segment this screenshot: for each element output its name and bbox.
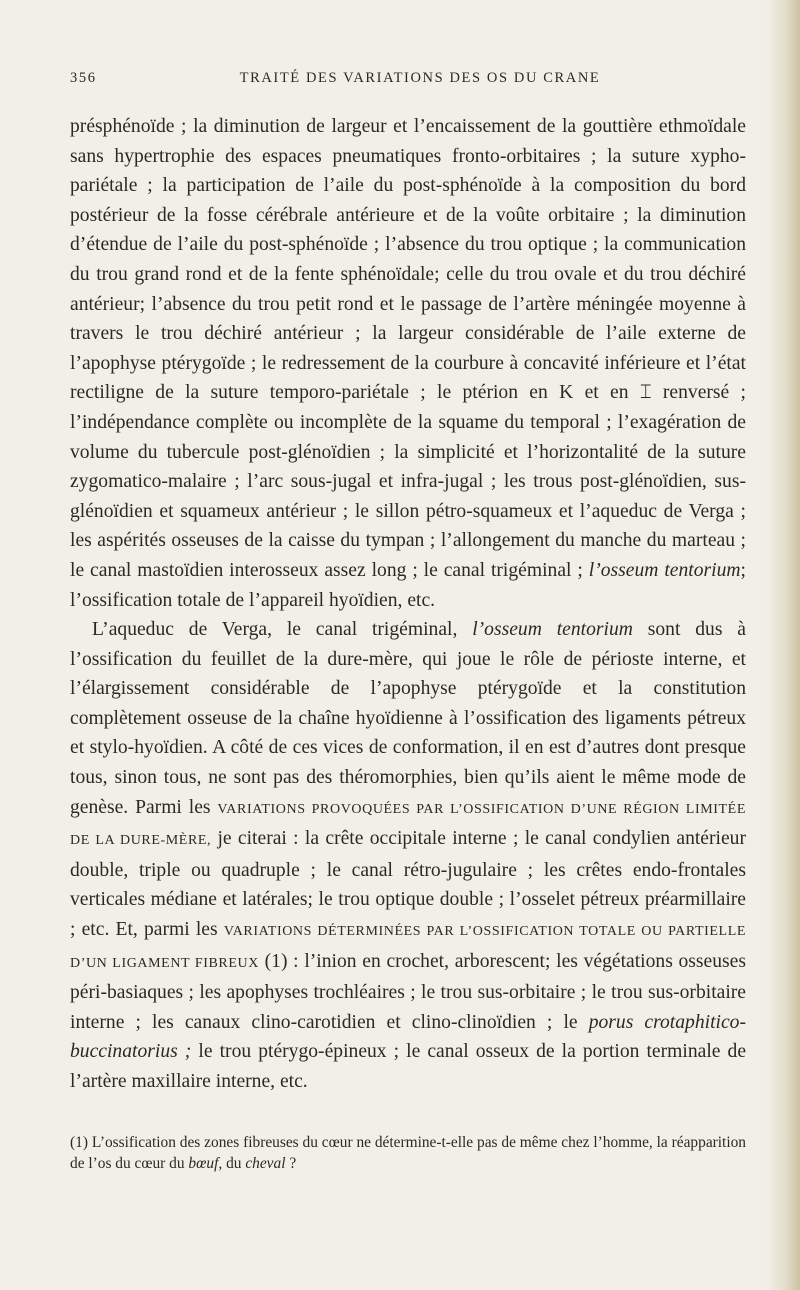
- paragraph-2-end: le trou ptérygo-épineux ; le canal osseux de la portion terminale de l’artère maxillaire interne, etc.: [70, 1041, 747, 1092]
- paragraph-2-mid2: je citerai : la crête occipitale interne ; le canal condylien antérieur double, triple ou quadruple ; le canal rétro-jugulaire ; les crêtes endo-frontales verticales médiane et latérales; le trou optique double ; l’osselet pétreux préarmillaire ; etc. Et, parmi les: [70, 828, 746, 941]
- running-header: [70, 70, 746, 94]
- footnote-text-start: (1) L’ossification des zones fibreuses du cœur ne détermine-t-elle pas de même chez l’homme, la réapparition de l’os du cœur du: [70, 1134, 746, 1172]
- paragraph-2: [70, 615, 746, 1097]
- paragraph-2-italic-2: porus crotaphitico-buccinatorius ;: [70, 1011, 746, 1063]
- body-text: [70, 112, 746, 1097]
- paragraph-2-mid3: (1) : l’inion en crochet, arborescent; les végétations osseuses péri-basiaques ; les apophyses trochléaires ; le trou sus-orbitaire ; le trou sus-orbitaire interne ; les canaux clino-carotidien et clino-clinoïdien ; le: [70, 950, 746, 1033]
- running-title: TRAITÉ DES VARIATIONS DES OS DU CRANE: [239, 70, 601, 86]
- footnote-italic-cheval: cheval: [245, 1155, 286, 1172]
- footnote-text-end: ?: [289, 1155, 297, 1172]
- paragraph-2-mid: sont dus à l’ossification du feuillet de la dure-mère, qui joue le rôle de périoste interne, et l’élargissement considérable de l’apophyse ptérygoïde et la constitution complètement osseuse de la chaîne hyoïdienne à l’ossification des ligaments pétreux et stylo-hyoïdien. A côté de ces vices de conformation, il en est d’autres dont presque tous, sinon tous, ne sont pas des théromorphies, bien qu’ils aient le même mode de genèse. Parmi les: [70, 619, 746, 818]
- paragraph-2-italic: l’osseum tentorium: [472, 619, 633, 641]
- paragraph-2-smallcaps-2: VARIATIONS DÉTERMINÉES PAR L’OSSIFICATION TOTALE OU PARTIELLE D’UN LIGAMENT FIBREUX: [70, 924, 746, 971]
- paragraph-1-end: ; l’ossification totale de l’appareil hyoïdien, etc.: [70, 559, 746, 611]
- paragraph-2-start: L’aqueduc de Verga, le canal trigéminal,: [92, 619, 458, 641]
- footnote: [70, 1132, 746, 1174]
- page-edge-shadow: [766, 0, 800, 1290]
- paragraph-1-italic: l’osseum tentorium: [588, 559, 741, 581]
- footnote-text-mid: du: [226, 1155, 242, 1172]
- footnote-1: [70, 1132, 746, 1174]
- paragraph-1-text: présphénoïde ; la diminution de largeur et l’encaissement de la gouttière ethmoïdale sans hypertrophie des espaces pneumatiques fronto-orbitaires ; la suture xypho-pariétale ; la participation de l’aile du post-sphénoïde à la composition du bord postérieur de la fosse cérébrale antérieure et de la voûte orbitaire ; la diminution d’étendue de l’aile du post-sphénoïde ; l’absence du trou optique ; la communication du trou grand rond et de la fente sphénoïdale; celle du trou ovale et du trou déchiré antérieur; l’absence du trou petit rond et le passage de l’artère méningée moyenne à travers le trou déchiré antérieur ; la largeur considérable de l’aile externe de l’apophyse ptérygoïde ; le redressement de la courbure à concavité inférieure et l’état rectiligne de la suture temporo-pariétale ; le ptérion en K et en ⌶ renversé ; l’indépendance complète ou incomplète de la squame du temporal ; l’exagération de volume du tubercule post-glénoïdien ; la simplicité et l’horizontalité de la suture zygomatico-malaire ; l’arc sous-jugal et infra-jugal ; les trous post-glénoïdien, sus-glénoïdien et squameux antérieur ; le sillon pétro-squameux et l’aqueduc de Verga ; les aspérités osseuses de la caisse du tympan ; l’allongement du manche du marteau ; le canal mastoïdien interosseux assez long ; le canal trigéminal ;: [70, 116, 746, 581]
- paragraph-2-smallcaps-1: VARIATIONS PROVOQUÉES PAR L’OSSIFICATION D’UNE RÉGION LIMITÉE DE LA DURE-MÈRE,: [70, 801, 746, 849]
- paragraph-1: [70, 112, 746, 615]
- footnote-italic-boeuf: bœuf,: [188, 1155, 223, 1172]
- page-number: 356: [70, 70, 97, 86]
